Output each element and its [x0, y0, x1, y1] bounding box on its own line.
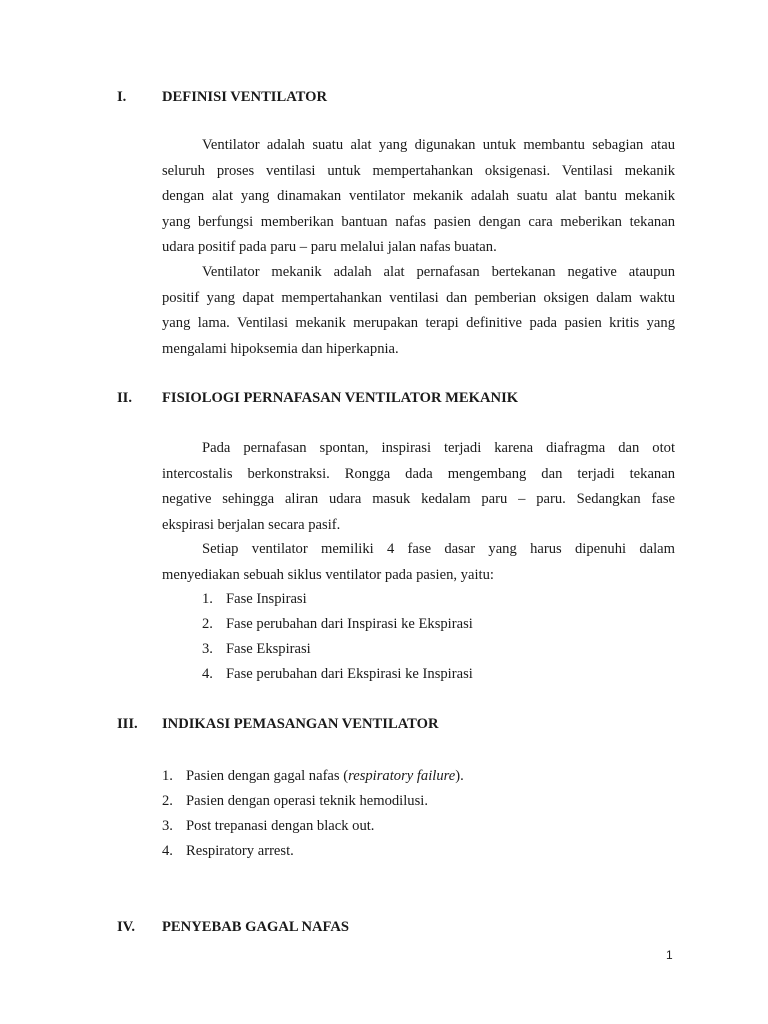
list-text: Pasien dengan operasi teknik hemodilusi.	[186, 793, 428, 809]
section-number: I.	[117, 89, 127, 105]
list-item	[162, 789, 464, 814]
list-text: Fase Inspirasi	[226, 591, 307, 607]
section-title: INDIKASI PEMASANGAN VENTILATOR	[162, 716, 439, 732]
list-text-post: ).	[455, 768, 464, 784]
list-item	[202, 662, 473, 687]
list-text-emphasis: respiratory failure	[348, 768, 456, 784]
paragraph-definisi-2	[162, 260, 675, 362]
text-line: positif yang dapat mempertahankan ventilasi dan pemberian oksigen dalam waktu	[162, 289, 675, 306]
text-line: ekspirasi berjalan secara pasif.	[162, 516, 341, 533]
text-line: mengalami hipoksemia dan hiperkapnia.	[162, 340, 399, 357]
list-text: Respiratory arrest.	[186, 843, 294, 859]
section-title: DEFINISI VENTILATOR	[162, 89, 328, 105]
page-number: 1	[666, 948, 673, 962]
section-heading-4	[0, 918, 768, 936]
list-number: 2.	[202, 616, 213, 632]
list-number: 4.	[162, 843, 173, 859]
list-number: 1.	[162, 768, 173, 784]
list-text: Fase perubahan dari Ekspirasi ke Inspirasi	[226, 666, 473, 682]
text-line: Ventilator adalah suatu alat yang digunakan untuk membantu sebagian atau	[202, 137, 675, 153]
paragraph-fisiologi-2	[162, 537, 675, 588]
text-line: negative sehingga aliran udara masuk kedalam paru – paru. Sedangkan fase	[162, 491, 675, 507]
section-title: FISIOLOGI PERNAFASAN VENTILATOR MEKANIK	[162, 390, 519, 406]
paragraph-definisi-1	[162, 133, 675, 261]
section-heading-3	[0, 715, 768, 733]
text-line: Setiap ventilator memiliki 4 fase dasar yang harus dipenuhi dalam	[202, 541, 675, 557]
text-line: Pada pernafasan spontan, inspirasi terjadi karena diafragma dan otot	[202, 440, 675, 456]
list-item	[202, 637, 473, 662]
list-number: 4.	[202, 666, 213, 682]
text-line: yang lama. Ventilasi mekanik merupakan terapi definitive pada pasien kritis yang	[162, 315, 675, 331]
section-heading-2	[0, 389, 768, 407]
text-line: dengan alat yang dinamakan ventilator mekanik adalah suatu alat bantu mekanik	[162, 188, 675, 204]
section-number: IV.	[117, 919, 135, 935]
list-number: 2.	[162, 793, 173, 809]
section-heading-1	[0, 88, 768, 106]
text-line: udara positif pada paru – paru melalui jalan nafas buatan.	[162, 239, 497, 255]
text-line: seluruh proses ventilasi untuk mempertahankan oksigenasi. Ventilasi mekanik	[162, 162, 675, 179]
list-item	[162, 814, 464, 839]
list-item	[202, 587, 473, 612]
text-line: yang berfungsi memberikan bantuan nafas pasien dengan cara meberikan tekanan	[162, 213, 675, 230]
list-item	[162, 839, 464, 864]
fase-list	[202, 587, 473, 687]
list-item	[202, 612, 473, 637]
list-number: 3.	[162, 818, 173, 834]
list-text-pre: Pasien dengan gagal nafas (	[186, 768, 349, 784]
list-number: 3.	[202, 641, 213, 657]
text-line: Ventilator mekanik adalah alat pernafasan bertekanan negative ataupun	[202, 264, 675, 280]
text-line: intercostalis berkonstraksi. Rongga dada mengembang dan terjadi tekanan	[162, 465, 675, 482]
list-text: Fase perubahan dari Inspirasi ke Ekspirasi	[226, 616, 473, 632]
list-text: Post trepanasi dengan black out.	[186, 818, 375, 834]
list-text: Fase Ekspirasi	[226, 641, 311, 657]
list-number: 1.	[202, 591, 213, 607]
list-item	[162, 764, 464, 789]
paragraph-fisiologi-1	[162, 436, 675, 538]
section-number: III.	[117, 716, 138, 732]
section-number: II.	[117, 390, 133, 406]
indikasi-list	[162, 764, 464, 864]
section-title: PENYEBAB GAGAL NAFAS	[162, 919, 350, 935]
text-line: menyediakan sebuah siklus ventilator pada pasien, yaitu:	[162, 566, 494, 583]
